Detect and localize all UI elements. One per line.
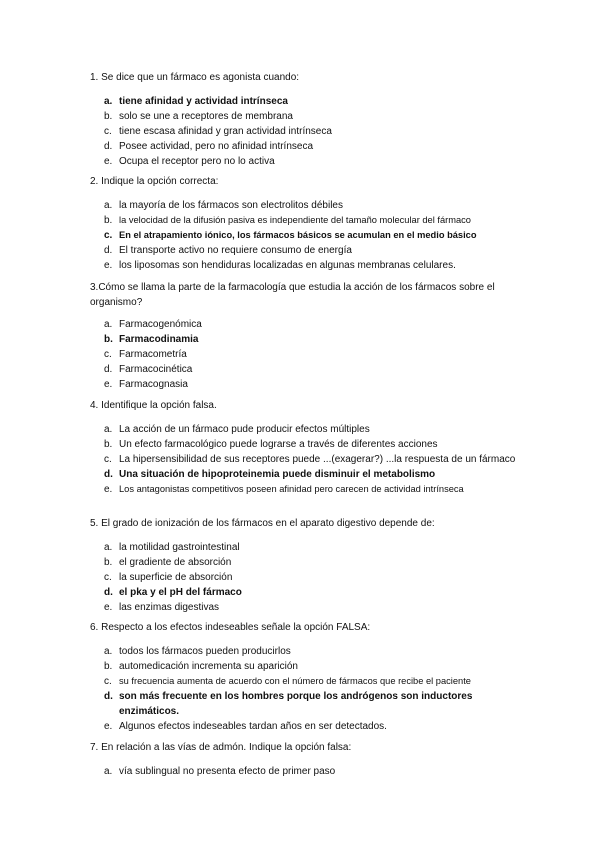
option-a: a. la mayoría de los fármacos son electrolitos débiles <box>104 200 343 211</box>
question-stem: 4. Identifique la opción falsa. <box>90 400 217 411</box>
option-a: a. Farmacogenómica <box>104 319 202 330</box>
question-2 <box>90 174 530 273</box>
question-3 <box>90 280 530 392</box>
option-d: d. Posee actividad, pero no afinidad intrínseca <box>104 141 314 152</box>
option-a: a. todos los fármacos pueden producirlos <box>104 646 291 657</box>
option-e: e. las enzimas digestivas <box>104 602 220 613</box>
option-d: d. El transporte activo no requiere consumo de energía <box>104 245 352 256</box>
question-stem: 3.Cómo se llama la parte de la farmacología que estudia la acción de los fármacos sobre el organismo? <box>90 282 495 308</box>
option-d: d. Farmacocinética <box>104 364 193 375</box>
option-list <box>90 317 530 392</box>
option-e: e. Los antagonistas competitivos poseen afinidad pero carecen de actividad intrínseca <box>104 484 464 495</box>
option-c: c. la superficie de absorción <box>104 572 233 583</box>
option-c: c. tiene escasa afinidad y gran actividad intrínseca <box>104 126 332 137</box>
question-stem: 5. El grado de ionización de los fármacos en el aparato digestivo depende de: <box>90 518 435 529</box>
option-d: d. el pka y el pH del fármaco <box>104 587 242 598</box>
option-b: b. el gradiente de absorción <box>104 557 232 568</box>
option-a: a. la motilidad gastrointestinal <box>104 542 240 553</box>
option-c: c. Farmacometría <box>104 349 187 360</box>
option-list <box>90 422 530 497</box>
option-b: b. Farmacodinamia <box>104 334 199 345</box>
option-a: a. vía sublingual no presenta efecto de primer paso <box>104 766 336 777</box>
option-list <box>90 764 530 779</box>
question-4 <box>90 398 530 497</box>
option-d: d. son más frecuente en los hombres porque los andrógenos son inductores enzimáticos. <box>104 691 473 717</box>
option-e: e. Farmacognasia <box>104 379 188 390</box>
option-e: e. los liposomas son hendiduras localizadas en algunas membranas celulares. <box>104 260 456 271</box>
question-stem: 1. Se dice que un fármaco es agonista cuando: <box>90 72 300 83</box>
option-c: c. su frecuencia aumenta de acuerdo con el número de fármacos que recibe el paciente <box>104 676 471 687</box>
question-stem: 2. Indique la opción correcta: <box>90 176 219 187</box>
option-d: d. Una situación de hipoproteinemia puede disminuir el metabolismo <box>104 469 436 480</box>
question-stem: 7. En relación a las vías de admón. Indique la opción falsa: <box>90 742 352 753</box>
question-1 <box>90 70 530 169</box>
option-list <box>90 540 530 615</box>
option-e: e. Ocupa el receptor pero no lo activa <box>104 156 275 167</box>
option-list <box>90 198 530 273</box>
option-e: e. Algunos efectos indeseables tardan años en ser detectados. <box>104 721 387 732</box>
question-stem: 6. Respecto a los efectos indeseables señale la opción FALSA: <box>90 622 371 633</box>
option-b: b. Un efecto farmacológico puede lograrse a través de diferentes acciones <box>104 439 438 450</box>
option-a: a. tiene afinidad y actividad intrínseca <box>104 96 288 107</box>
option-list <box>90 644 530 734</box>
option-c: c. La hipersensibilidad de sus receptores puede ...(exagerar?) ...la respuesta de un fármaco <box>104 454 516 465</box>
option-b: b. automedicación incrementa su aparición <box>104 661 298 672</box>
question-5 <box>90 516 530 615</box>
option-c: c. En el atrapamiento iónico, los fármacos básicos se acumulan en el medio básico <box>104 230 477 241</box>
option-a: a. La acción de un fármaco pude producir efectos múltiples <box>104 424 370 435</box>
option-list <box>90 94 530 169</box>
option-b: b. la velocidad de la difusión pasiva es independiente del tamaño molecular del fármaco <box>104 215 471 226</box>
question-6 <box>90 620 530 734</box>
question-7 <box>90 740 530 779</box>
option-b: b. solo se une a receptores de membrana <box>104 111 293 122</box>
